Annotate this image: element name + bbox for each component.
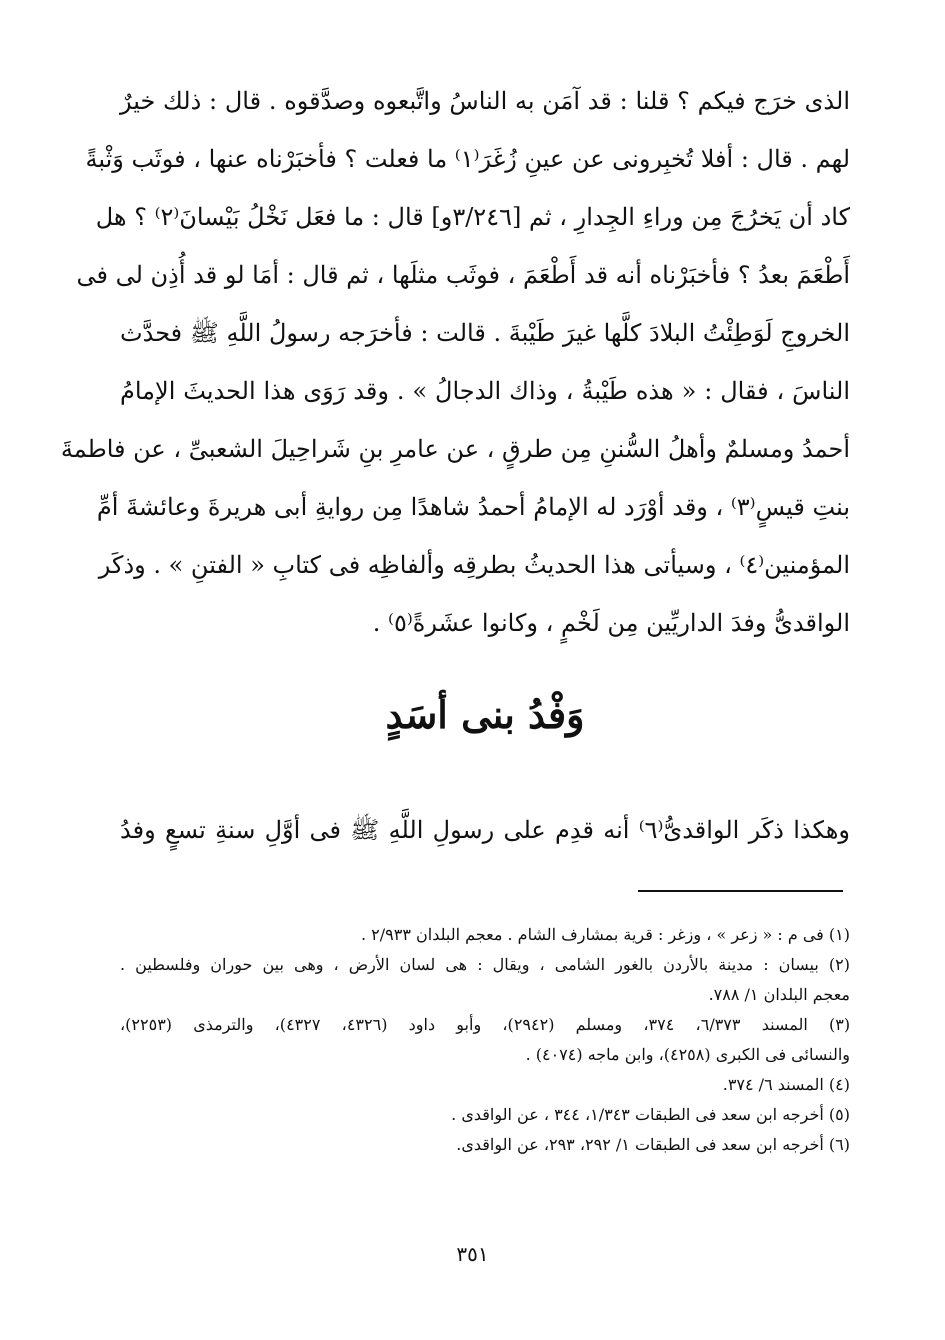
text-line: المؤمنين⁽٤⁾ ، وسيأتى هذا الحديثُ بطرقِه وألفاظِه فى كتابِ « الفتنِ » . وذكَر	[98, 551, 850, 579]
text-line: الواقدىُّ وفدَ الداريِّين مِن لَخْمٍ ، وكانوا عشَرةً⁽٥⁾ .	[372, 609, 850, 637]
text-line: بنتِ قيسٍ⁽٣⁾ ، وقد أوْرَد له الإمامُ أحمدُ شاهدًا مِن روايةِ أبى هريرةَ وعائشةَ أمِّ	[96, 493, 850, 521]
text-line: أَطْعَمَ بعدُ ؟ فأخبَرْناه أنه قد أَطْعَمَ ، فوثَب مثلَها ، ثم قال : أمَا لو قد أُذِن لى فى	[76, 261, 850, 289]
text-line: أحمدُ ومسلمٌ وأهلُ السُّننِ مِن طرقٍ ، عن عامرِ بنِ شَراحِيلَ الشعبىِّ ، عن فاطمةَ	[60, 435, 850, 463]
footnote-line: (٣) المسند ٦/٣٧٣، ٣٧٤، ومسلم (٢٩٤٢)، وأبو داود (٤٣٢٦، ٤٣٢٧)، والترمذى (٢٢٥٣)،	[120, 1015, 851, 1034]
main-text	[60, 72, 850, 652]
footnote-line: (٤) المسند ٦/ ٣٧٤.	[722, 1075, 850, 1094]
footnote-line: والنسائى فى الكبرى (٤٢٥٨)، وابن ماجه (٤٠٧٤) .	[525, 1045, 850, 1064]
text-line: كاد أن يَخرُجَ مِن وراءِ الجِدارِ ، ثم [٣/٢٤٦و] قال : ما فعَل نَخْلُ بَيْسانَ⁽٢⁾ ؟ هل	[95, 203, 850, 231]
footnote-line: (١) فى م : « زعر » ، وزغر : قرية بمشارف الشام . معجم البلدان ٢/٩٣٣ .	[361, 925, 850, 944]
footnote-line: (٦) أخرجه ابن سعد فى الطبقات ١/ ٢٩٢، ٢٩٣، عن الواقدى.	[456, 1135, 850, 1154]
page-number: ٣٥١	[456, 1242, 489, 1266]
footnote-divider	[638, 890, 843, 892]
section-intro-line: وهكذا ذكَر الواقدىُّ⁽٦⁾ أنه قدِم على رسولِ اللَّهِ ﷺ فى أوَّلِ سنةِ تسعٍ وفدُ	[120, 816, 850, 844]
text-line: الناسَ ، فقال : « هذه طَيْبةُ ، وذاك الدجالُ » . وقد رَوَى هذا الحديثَ الإمامُ	[120, 377, 850, 405]
text-line: لهم . قال : أفلا تُخبِرونى عن عينِ زُغَرَ⁽١⁾ ما فعلت ؟ فأخبَرْناه عنها ، فوثَب وَثْبةً	[85, 145, 850, 173]
footnote-line: معجم البلدان ١/ ٧٨٨.	[708, 985, 850, 1004]
section-heading: وَفْدُ بنى أسَدٍ	[385, 692, 585, 737]
footnotes	[120, 920, 850, 1160]
footnote-line: (٥) أخرجه ابن سعد فى الطبقات ١/٣٤٣، ٣٤٤ ، عن الواقدى .	[451, 1105, 850, 1124]
text-line: الخروجِ لَوَطِئْتُ البلادَ كلَّها غيرَ طَيْبةَ . قالت : فأخرَجه رسولُ اللَّهِ ﷺ فحدَّث	[120, 319, 850, 347]
text-line: الذى خرَج فيكم ؟ قلنا : قد آمَن به الناسُ واتَّبعوه وصدَّقوه . قال : ذلك خيرٌ	[120, 87, 850, 115]
footnote-line: (٢) بيسان : مدينة بالأردن بالغور الشامى ، ويقال : هى لسان الأرض ، وهى بين حوران وفلسطين .	[120, 955, 850, 974]
